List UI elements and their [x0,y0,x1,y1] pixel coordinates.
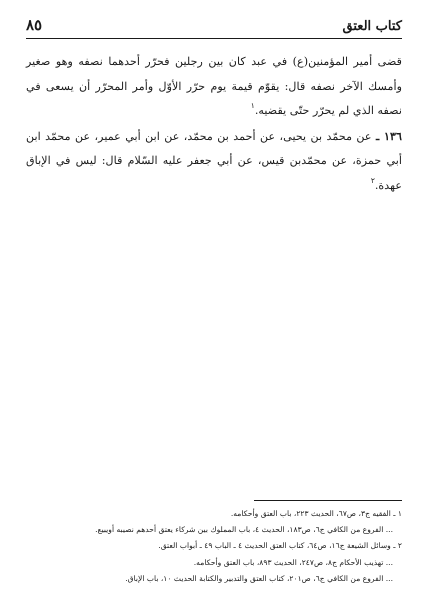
paragraph-1 [26,50,402,124]
footnote-ref-2[interactable]: ٢ [370,175,375,185]
running-header [26,14,402,34]
main-text [26,50,402,198]
running-title: كتاب العتق [342,19,402,34]
paragraph-2-text: عن محمّد بن يحيى، عن أحمد بن محمّد، عن ابن أبي عمير، عن محمّد ابن أبي حمزة، عن محمّدبن قيس، عن أبي جعفر عليه السّلام قال: ليس في الإباق عهدة. [26,129,402,192]
paragraph-2 [26,124,402,199]
footnote-line: ... الفروع من الكافي ج٦، ص١٨٣، الحديث ٤، باب المملوك بين شركاء يعتق أحدهم نصيبه أويبيع. [95,525,393,535]
header-rule [26,38,402,39]
footnote-ref-1[interactable]: ١ [250,101,255,110]
footnote-rule [254,500,402,501]
footnotes [26,506,402,587]
page-number: ٨٥ [26,16,43,34]
footnote-line: ... تهذيب الأحكام ج٨، ص٢٤٧، الحديث ٨٩٣، باب العتق وأحكامه. [193,557,393,567]
hadith-number: ١٣٦ ـ [375,128,402,143]
paragraph-1-text: قضى أمير المؤمنين(ع) في عبد كان بين رجلين فحرّر أحدهما نصفه وهو صغير وأمسك الآخر نصفه قال: يقوّم قيمة يوم حرّر الأوّل وأمر المحرّر أن يسعى في نصفه الذي لم يحرّر حتّى يقضيه. [26,55,402,117]
footnote-line: ١ ـ الفقيه ج٣، ص٦٧، الحديث ٢٢٣، باب العتق وأحكامه. [230,509,402,518]
footnote-line: ... الفروع من الكافي ج٦، ص٢٠١، كتاب العتق والتدبير والكتابة الحديث ١٠، باب الإباق. [125,573,393,583]
footnote-line: ٢ ـ وسائل الشيعة ج١٦، ص٦٤، كتاب العتق الحديث ٤ ـ الباب ٤٩ ـ أبواب العتق. [158,541,402,551]
